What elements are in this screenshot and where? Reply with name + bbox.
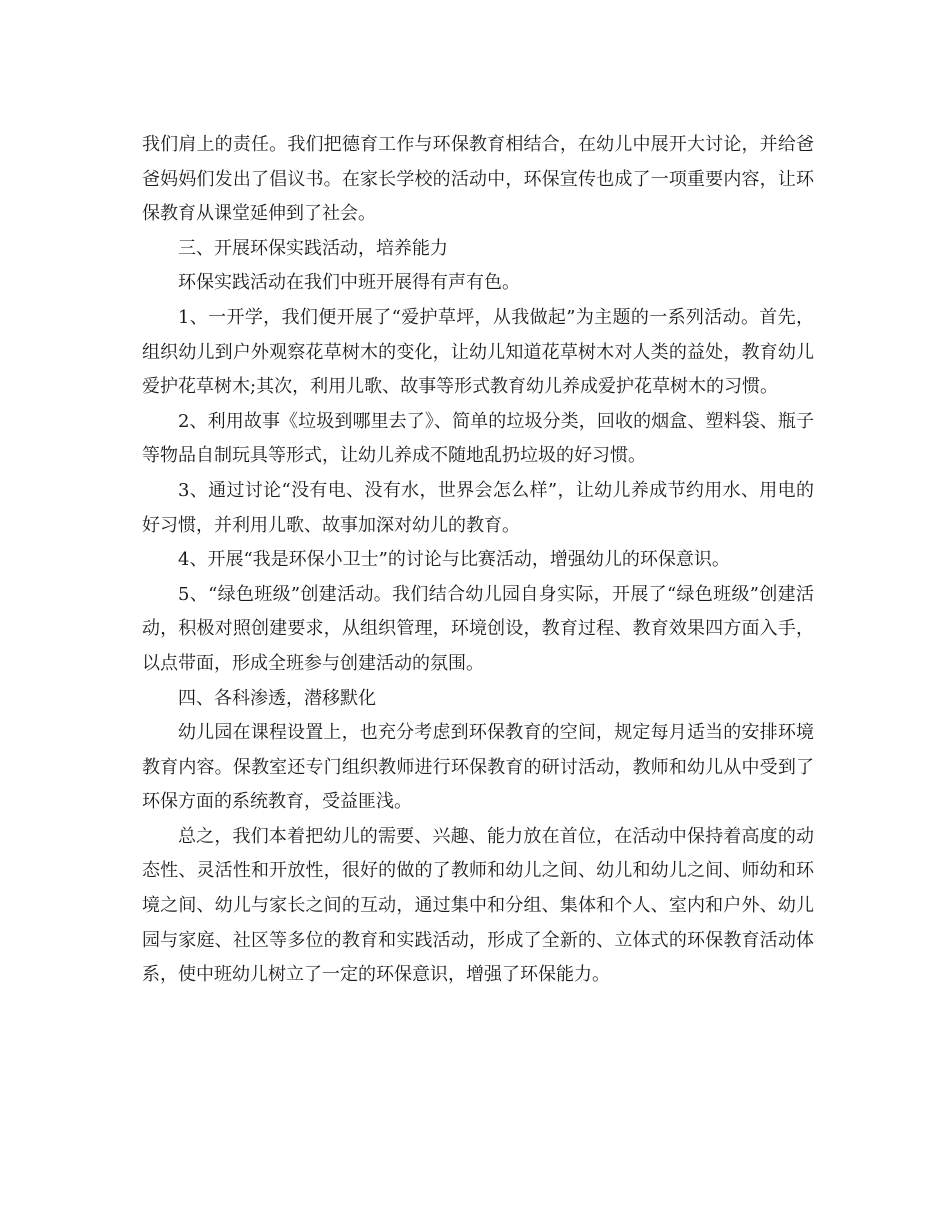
list-item-1: 1、一开学，我们便开展了“爱护草坪，从我做起”为主题的一系列活动。首先，组织幼儿到户外观察花草树木的变化，让幼儿知道花草树木对人类的益处，教育幼儿爱护花草树木;其次，利用儿歌、故事等形式教育幼儿养成爱护花草树木的习惯。 — [142, 306, 814, 398]
list-item-5: 5、“绿色班级”创建活动。我们结合幼儿园自身实际，开展了“绿色班级”创建活动，积极对照创建要求，从组织管理，环境创设，教育过程、教育效果四方面入手，以点带面，形成全班参与创建活动的氛围。 — [142, 583, 814, 674]
list-item-2: 2、利用故事《垃圾到哪里去了》、简单的垃圾分类，回收的烟盒、塑料袋、瓶子等物品自制玩具等形式，让幼儿养成不随地乱扔垃圾的好习惯。 — [142, 410, 814, 467]
list-item-4: 4、开展“我是环保小卫士”的讨论与比赛活动，增强幼儿的环保意识。 — [178, 549, 730, 571]
section-heading-3: 三、开展环保实践活动，培养能力 — [178, 237, 448, 259]
paragraph-continuation: 我们肩上的责任。我们把德育工作与环保教育相结合，在幼儿中展开大讨论，并给爸爸妈妈们发出了倡议书。在家长学校的活动中，环保宣传也成了一项重要内容，让环保教育从课堂延伸到了社会。 — [142, 134, 814, 225]
list-item-3: 3、通过讨论“没有电、没有水，世界会怎么样”，让幼儿养成节约用水、用电的好习惯，并利用儿歌、故事加深对幼儿的教育。 — [142, 479, 814, 536]
paragraph-intro: 环保实践活动在我们中班开展得有声有色。 — [178, 272, 520, 294]
paragraph-curriculum: 幼儿园在课程设置上，也充分考虑到环保教育的空间，规定每月适当的安排环境教育内容。保教室还专门组织教师进行环保教育的研讨活动，教师和幼儿从中受到了环保方面的系统教育，受益匪浅。 — [142, 722, 814, 813]
section-heading-4: 四、各科渗透，潜移默化 — [178, 687, 376, 709]
document-body — [142, 128, 814, 993]
paragraph-summary: 总之，我们本着把幼儿的需要、兴趣、能力放在首位，在活动中保持着高度的动态性、灵活性和开放性，很好的做的了教师和幼儿之间、幼儿和幼儿之间、师幼和环境之间、幼儿与家长之间的互动，通过集中和分组、集体和个人、室内和户外、幼儿园与家庭、社区等多位的教育和实践活动，形成了全新的、立体式的环保教育活动体系，使中班幼儿树立了一定的环保意识，增强了环保能力。 — [142, 825, 814, 986]
